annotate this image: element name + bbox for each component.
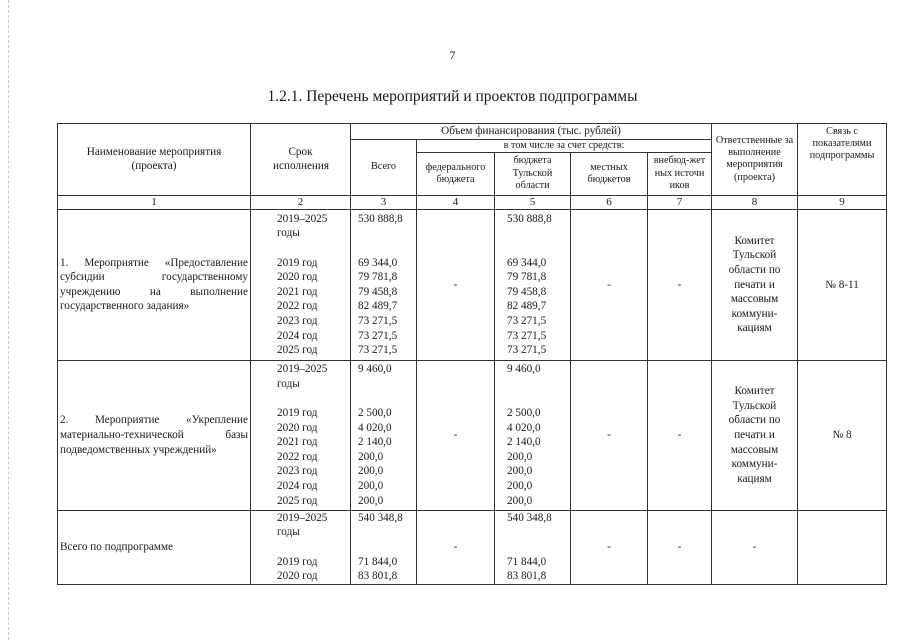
regional-cell [495,360,571,510]
responsible-line: области по [728,263,781,276]
column-number: 6 [571,195,648,209]
regional-value: 79 781,8 [507,271,547,284]
offbudget-value: - [677,540,682,553]
total-value: 200,0 [358,494,384,507]
header-including: в том числе за счет средств: [417,139,712,152]
column-number: 3 [351,195,417,209]
responsible-line: Комитет [734,385,775,398]
term-line: 2023 год [277,465,318,478]
total-value: 200,0 [358,465,384,478]
offbudget-cell [648,360,712,510]
table-row [58,209,887,360]
term-cell [251,360,351,510]
total-value: 73 271,5 [358,314,398,327]
responsible-line: коммуни- [731,458,778,471]
term-line: 2020 год [277,271,318,284]
regional-value: 200,0 [507,465,533,478]
term-line: годы [277,526,300,539]
indicator-link-cell [798,360,887,510]
column-number: 8 [712,195,798,209]
regional-value: 530 888,8 [507,212,552,225]
total-value: 69 344,0 [358,256,398,269]
offbudget-cell [648,209,712,360]
column-number: 9 [798,195,887,209]
term-cell [251,209,351,360]
regional-value: 73 271,5 [507,314,547,327]
header-federal: федерального бюджета [417,152,495,195]
regional-value [500,226,570,241]
term-line: 2025 год [277,344,318,357]
total-value [351,226,416,241]
term-line: 2020 год [277,570,318,583]
term-line: 2021 год [277,436,318,449]
responsible-line: массовым [730,293,779,306]
total-value: 530 888,8 [358,212,403,225]
regional-value: 200,0 [507,494,533,507]
total-value [351,377,416,392]
offbudget-value: - [677,278,682,291]
term-line: 2019–2025 [277,363,328,376]
total-value: 71 844,0 [358,555,398,568]
regional-value: 200,0 [507,480,533,493]
regional-value: 73 271,5 [507,344,547,357]
column-number: 7 [648,195,712,209]
total-value: 540 348,8 [358,511,403,524]
header-name: Наименование мероприятия (проекта) [58,124,251,196]
indicator-link: № 8 [832,429,852,441]
regional-value: 73 271,5 [507,329,547,342]
column-number: 5 [495,195,571,209]
header-term: Срок исполнения [251,124,351,196]
local-cell [571,209,648,360]
local-cell [571,510,648,584]
federal-value: - [453,429,458,441]
term-line: 2024 год [277,480,318,493]
responsible-line: кациям [737,322,772,335]
total-value: 79 781,8 [358,271,398,284]
offbudget-value: - [677,429,682,441]
responsible-line: коммуни- [731,307,778,320]
regional-cell [495,209,571,360]
term-line [251,392,350,407]
total-value: 73 271,5 [358,344,398,357]
indicator-link-cell [798,209,887,360]
total-value: 79 458,8 [358,285,398,298]
term-cell [251,510,351,584]
federal-value: - [453,540,458,553]
responsible-line: - [752,540,757,553]
regional-value [500,377,570,392]
term-line [251,241,350,256]
activity-name: 2. Мероприятие «Укрепление материально-технической базы подведомственных учреждений» [58,360,251,510]
regional-value [500,392,570,407]
total-value [351,392,416,407]
term-line: 2023 год [277,314,318,327]
regional-value: 2 500,0 [507,407,541,420]
term-line: 2019 год [277,256,318,269]
federal-cell [417,510,495,584]
regional-value [500,525,570,540]
regional-value: 200,0 [507,450,533,463]
regional-value [500,540,570,555]
header-local: местных бюджетов [571,152,648,195]
term-line: 2025 год [277,494,318,507]
regional-value: 2 140,0 [507,436,541,449]
total-value: 2 500,0 [358,407,392,420]
total-value: 73 271,5 [358,329,398,342]
responsible-line: кациям [737,472,772,485]
responsible-cell [712,360,798,510]
table-row [58,510,887,584]
activity-name: 1. Мероприятие «Предоставление субсидии государственному учреждению на выполнение государственного задания» [58,209,251,360]
federal-value: - [453,278,458,291]
federal-cell [417,360,495,510]
total-value: 200,0 [358,450,384,463]
local-cell [571,360,648,510]
term-line: 2024 год [277,329,318,342]
term-line: годы [277,377,300,390]
header-link: Связь с показателями подпрограммы [798,124,887,196]
term-line: 2022 год [277,300,318,313]
regional-value: 540 348,8 [507,511,552,524]
local-value: - [607,540,611,553]
responsible-line: печати и [734,429,775,441]
regional-value: 79 458,8 [507,285,547,298]
page-title: 1.2.1. Перечень мероприятий и проектов подпрограммы [267,88,638,105]
responsible-line: массовым [730,443,779,456]
header-regional: бюджета Тульской области [495,152,571,195]
total-value: 9 460,0 [358,363,392,376]
total-value: 83 801,8 [358,570,398,583]
total-cell [351,360,417,510]
term-line: 2021 год [277,285,318,298]
total-value: 4 020,0 [358,421,392,434]
responsible-cell [712,209,798,360]
total-value: 82 489,7 [358,300,398,313]
page-number: 7 [449,48,456,62]
responsible-line: Тульской [732,249,777,262]
total-value [351,241,416,256]
column-number: 4 [417,195,495,209]
regional-value: 4 020,0 [507,421,541,434]
term-line: 2020 год [277,421,318,434]
total-cell [351,209,417,360]
term-line [251,540,350,555]
total-value: 200,0 [358,480,384,493]
term-line: годы [277,227,300,240]
term-line: 2019–2025 [277,511,328,524]
header-offbudget: внебюд-жетных источников [648,152,712,195]
responsible-line: Тульской [732,399,777,412]
indicator-link-cell [798,510,887,584]
total-cell [351,510,417,584]
column-numbers-row [58,195,887,209]
term-line: 2019 год [277,407,318,420]
term-line: 2022 год [277,450,318,463]
regional-value [500,241,570,256]
regional-value: 9 460,0 [507,363,541,376]
header-total: Всего [351,139,417,195]
responsible-line: печати и [734,278,775,291]
offbudget-cell [648,510,712,584]
total-value [351,525,416,540]
responsible-line: Комитет [734,234,775,247]
responsible-cell [712,510,798,584]
term-line: 2019 год [277,555,318,568]
regional-value: 83 801,8 [507,570,547,583]
column-number: 2 [251,195,351,209]
regional-value: 82 489,7 [507,300,547,313]
regional-value: 69 344,0 [507,256,547,269]
table-row [58,360,887,510]
term-line: 2019–2025 [277,212,328,225]
responsible-line: области по [728,414,781,427]
activity-name: Всего по подпрограмме [58,510,251,584]
regional-value: 71 844,0 [507,555,547,568]
header-funding-group: Объем финансирования (тыс. рублей) [351,124,712,140]
regional-cell [495,510,571,584]
activities-table [57,123,887,585]
column-number: 1 [58,195,251,209]
federal-cell [417,209,495,360]
local-value: - [607,429,611,441]
total-value: 2 140,0 [358,436,392,449]
indicator-link: № 8-11 [825,278,859,291]
header-responsible: Ответственные за выполнение мероприятия (проекта) [712,124,798,196]
local-value: - [607,278,611,291]
total-value [351,540,416,555]
indicator-link [798,540,886,555]
